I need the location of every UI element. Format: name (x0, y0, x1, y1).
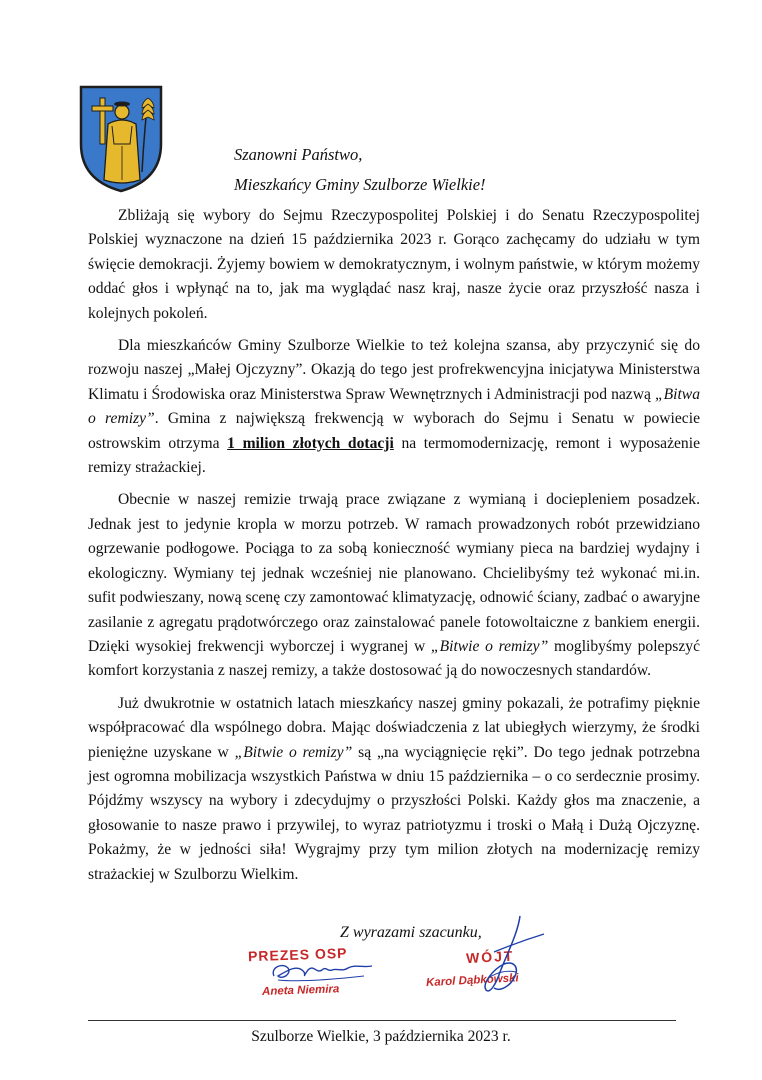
closing-phrase: Z wyrazami szacunku, (340, 924, 482, 941)
paragraph-2-text-a: Dla mieszkańców Gminy Szulborze Wielkie to też kolejna szansa, aby przyczynić się do rozwoju naszej „Małej Ojczyzny”. Okazją do tego jest profrekwencyjna inicjatywa Ministerstwa Klimatu i Środowiska oraz Ministerstwa Spraw Wewnętrznych i Administracji pod nazwą (88, 337, 700, 403)
greeting-line-2: Mieszkańcy Gminy Szulborze Wielkie! (234, 175, 486, 194)
signature-right-role: WÓJT (465, 947, 515, 967)
greeting-line-1: Szanowni Państwo, (234, 145, 363, 164)
paragraph-1-text: Zbliżają się wybory do Sejmu Rzeczypospolitej Polskiej i do Senatu Rzeczypospolitej Polskiej wyznaczone na dzień 15 października 2023 r. Gorąco zachęcamy do udziału w tym święcie demokracji. Żyjemy bowiem w demokratycznym, i wolnym państwie, w którym możemy oddać głos i wpłynąć na to, jak ma wyglądać nasz kraj, nasze życie oraz przyszłość nasza i kolejnych pokoleń. (88, 207, 700, 322)
paragraph-2-text-c: . Gmina z największą frekwencją w wyborach do Sejmu i Senatu w powiecie ostrowskim otrzyma (88, 410, 700, 452)
paragraph-2-grant-highlight: 1 milion złotych dotacji (227, 434, 394, 452)
signature-left-name: Aneta Niemira (261, 983, 340, 999)
paragraph-4-initiative-name: „Bitwie o remizy” (234, 743, 353, 761)
paragraph-2-text-e: na termomodernizację, remont i wyposażenie remizy strażackiej. (88, 434, 700, 477)
handwritten-signature-left (268, 958, 378, 984)
paragraph-3-text-c: moglibyśmy polepszyć komfort korzystania z naszej remizy, a także dostosować ją do nowoczesnych standardów. (88, 637, 700, 680)
place-and-date: Szulborze Wielkie, 3 października 2023 r. (251, 1028, 511, 1045)
greeting (234, 140, 486, 200)
footer-divider (88, 1020, 676, 1021)
paragraph-4-text-c: są „na wyciągnięcie ręki”. Do tego jednak potrzebna jest ogromna mobilizacja wszystkich Państwa w dniu 15 października – o co serdecznie prosimy. Pójdźmy wszyscy na wybory i zdecydujmy o przyszłości Polski. Każdy głos ma znaczenie, a głosowanie to nasze prawo i przywilej, to wyraz patriotyzmu i troski o Małą i Dużą Ojczyznę. Pokażmy, że w jedności siła! Wygrajmy przy tym milion złotych na modernizację remizy strażackiej w Szulborzu Wielkim. (88, 743, 700, 883)
coat-of-arms-icon (78, 84, 164, 194)
letter-body (88, 204, 700, 895)
signature-right-name: Karol Dąbkowski (425, 972, 519, 990)
handwritten-signature-right (464, 912, 550, 1002)
paragraph-1 (88, 204, 700, 326)
paragraph-3-initiative-name: „Bitwie o remizy” (430, 637, 549, 655)
paragraph-3-text-a: Obecnie w naszej remizie trwają prace związane z wymianą i dociepleniem posadzek. Jednak jest to jedynie kropla w morzu potrzeb. W ramach prowadzonych robót przewidziano ogrzewanie podłogowe. Pociąga to za sobą konieczność wymiany pieca na bardziej wydajny i ekologiczny. Wymiany tej jednak wcześniej nie planowano. Chcielibyśmy też wykonać mi.in. sufit podwieszany, nową scenę czy zamontować klimatyzację, odnowić ściany, zadbać o awaryjne zasilanie z agregatu prądotwórczego oraz zainstalować panele fotowoltaiczne z bankiem energii. Dzięki wysokiej frekwencji wyborczej i wygranej w (88, 491, 700, 655)
paragraph-2 (88, 334, 700, 480)
paragraph-3 (88, 488, 700, 683)
paragraph-4 (88, 692, 700, 887)
paragraph-2-initiative-name: „Bitwa o remizy” (88, 385, 700, 428)
signature-left-role: PREZES OSP (247, 944, 348, 965)
paragraph-4-text-a: Już dwukrotnie w ostatnich latach mieszkańcy naszej gminy pokazali, że potrafimy pięknie współpracować dla wspólnego dobra. Mając doświadczenia z lat ubiegłych wierzymy, że środki pieniężne uzyskane w (88, 694, 700, 761)
